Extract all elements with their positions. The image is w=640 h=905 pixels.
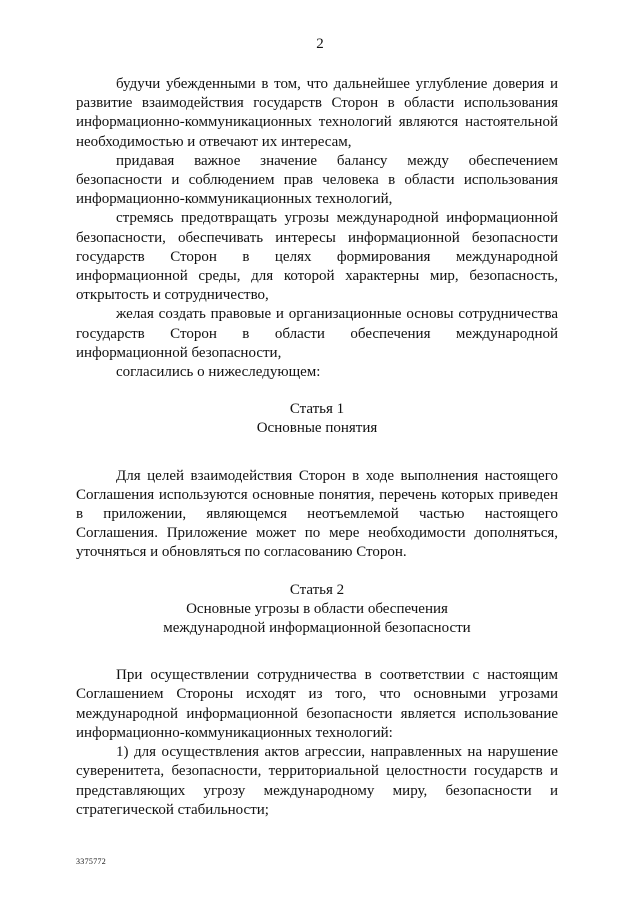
- paragraph-intro-3: стремясь предотвращать угрозы международной информационной безопасности, обеспечивать интересы информационной безопасности государств Сторон в целях формирования международной информационной среды, для которой характерны мир, безопасность, открытость и сотрудничество,: [76, 210, 558, 304]
- paragraph-intro-1: будучи убежденными в том, что дальнейшее углубление доверия и развитие взаимодействия государств Сторон в области использования информационно-коммуникационных технологий являются настоятельной необходимостью и отвечают их интересам,: [76, 76, 558, 150]
- paragraph-intro-5: согласились о нижеследующем:: [116, 364, 321, 381]
- document-id: 3375772: [76, 857, 107, 866]
- paragraph-intro-4: желая создать правовые и организационные основы сотрудничества государств Сторон в области обеспечения международной информационной безопасности,: [76, 306, 558, 361]
- document-body: [76, 75, 558, 820]
- article1-title: Основные понятия: [256, 420, 378, 437]
- article2-number: Статья 2: [289, 581, 345, 598]
- article1-number: Статья 1: [289, 401, 345, 418]
- article1-text: Для целей взаимодействия Сторон в ходе выполнения настоящего Соглашения используются основные понятия, перечень которых приведен в приложении, являющемся неотъемлемой частью настоящего Соглашения. Приложение может по мере необходимости дополняться, уточняться и обновляться по согласованию Сторон.: [76, 467, 558, 561]
- paragraph-intro-2: придавая важное значение балансу между обеспечением безопасности и соблюдением прав человека в области использования информационно-коммуникационных технологий,: [76, 152, 558, 208]
- article2-text: При осуществлении сотрудничества в соответствии с настоящим Соглашением Стороны исходят из того, что основными угрозами международной информационной безопасности является использование информационно-коммуникационных технологий:: [76, 667, 558, 741]
- article2-title-line1: Основные угрозы в области обеспечения: [186, 600, 448, 617]
- page-number: 2: [316, 36, 324, 52]
- article2-title-line2: международной информационной безопасности: [163, 620, 471, 637]
- article2-item1: 1) для осуществления актов агрессии, направленных на нарушение суверенитета, безопасности, территориальной целостности государств и представляющих угрозу международному миру, безопасности и стратегической стабильности;: [76, 744, 558, 818]
